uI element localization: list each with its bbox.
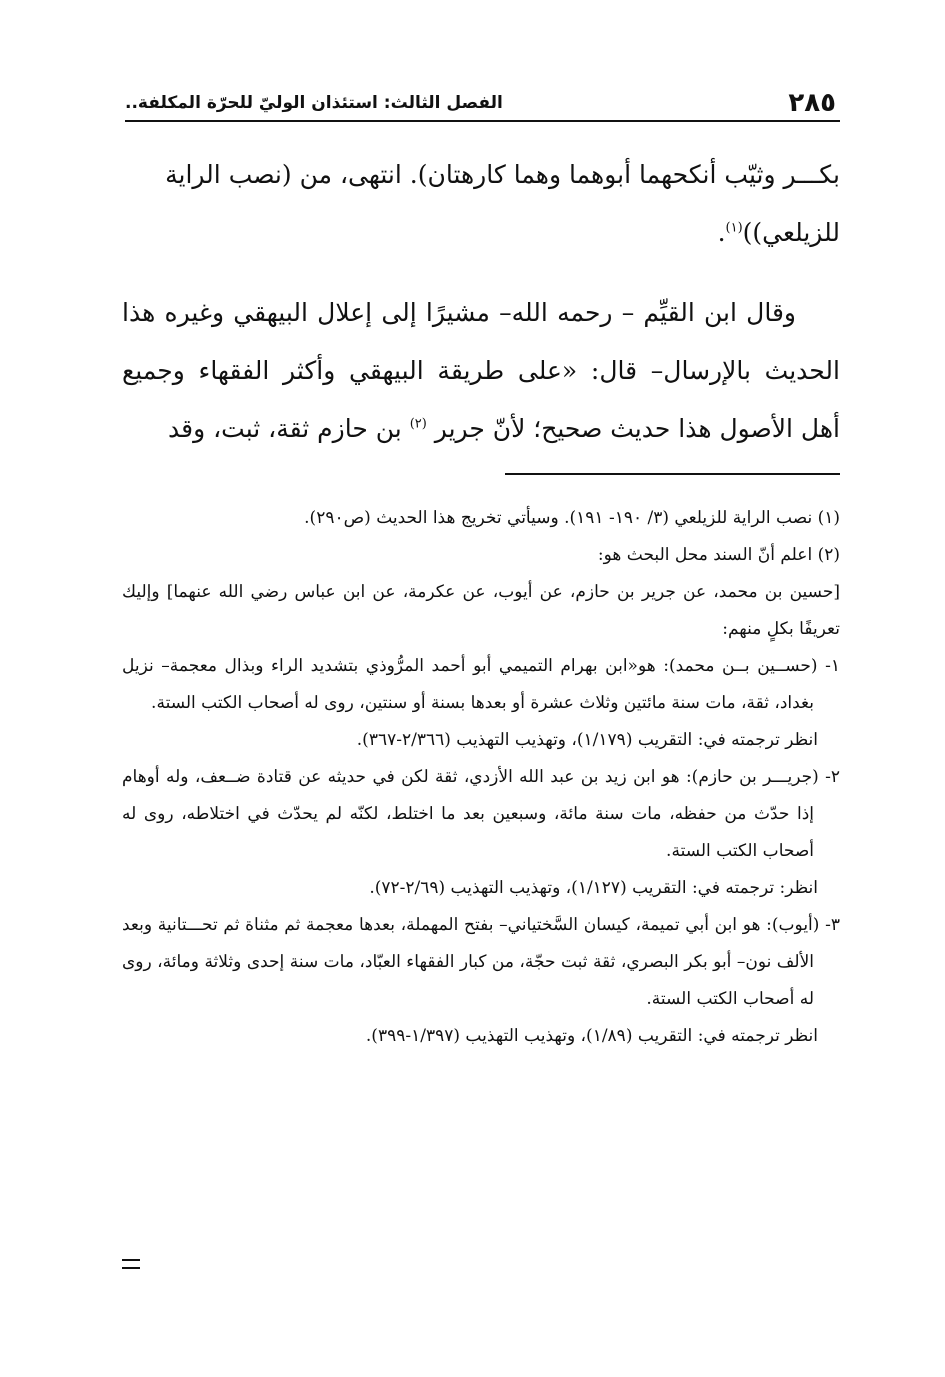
continuation-mark (122, 1259, 140, 1269)
paragraph-1 (122, 146, 840, 262)
footnote-2-intro: (٢) اعلم أنّ السند محل البحث هو: (597, 545, 840, 565)
paragraph-1-end: . (717, 218, 726, 247)
footnote-ref-1[interactable]: (١) (725, 220, 743, 236)
footnote-1: (١) نصب الراية للزيلعي (٣/ ١٩٠- ١٩١). وسيأتي تخريج هذا الحديث (ص٢٩٠). (304, 508, 840, 528)
main-text (122, 146, 840, 458)
footnote-ref-2[interactable]: (٢) (409, 416, 427, 432)
paragraph-2 (122, 284, 840, 458)
narrator-1: ١- (حســين بــن محمد): هو«ابن بهرام التميمي أبو أحمد المرُّوذي بتشديد الراء وبذال معجمة– نزيل بغداد، ثقة، مات سنة مائتين وثلاث عشرة أو بعدها بسنة أو سنتين، روى له أصحاب الكتب الستة. (122, 656, 840, 713)
narrator-3-reference: انظر ترجمته في: التقريب (١/٨٩)، وتهذيب التهذيب (١/٣٩٧-٣٩٩). (365, 1026, 818, 1046)
narrator-2: ٢- (جريـــر بن حازم): هو ابن زيد بن عبد الله الأزدي، ثقة لكن في حديثه عن قتادة ضــعف، وله أوهام إذا حدّث من حفظه، مات سنة مائة، وسبعين بعد ما اختلط، لكنّه لم يحدّث في اختلاطه، روى له أصحاب الكتب الستة. (122, 767, 840, 861)
narrator-2-reference: انظر: ترجمته في: التقريب (١/١٢٧)، وتهذيب التهذيب (٢/٦٩-٧٢). (369, 878, 818, 898)
footnote-separator (505, 473, 840, 475)
page-number: ٢٨٥ (788, 88, 836, 118)
chapter-title: الفصل الثالث: استئذان الوليّ للحرّة المكلفة.. (125, 93, 503, 113)
paragraph-1-line-2: للزيلعي)) (742, 218, 840, 247)
footnotes (122, 500, 840, 1055)
running-header (125, 86, 840, 122)
paragraph-1-line-1: بكـــر وثيّب أنكحهما أبوهما وهما كارهتان). انتهى، من (نصب الراية (165, 160, 840, 189)
footnote-2-chain: [حسين بن محمد، عن جرير بن حازم، عن أيوب، عن عكرمة، عن ابن عباس رضي الله عنهما] وإليك تعريفًا بكلٍ منهم: (122, 582, 840, 639)
paragraph-2-text: وقال ابن القيِّم – رحمه الله– مشيرًا إلى إعلال البيهقي وغيره هذا الحديث بالإرسال– قال: «على طريقة البيهقي وأكثر الفقهاء وجميع أهل الأصول هذا حديث صحيح؛ لأنّ جرير (122, 298, 840, 443)
paragraph-2-end: بن حازم ثقة، ثبت، وقد (168, 414, 402, 443)
narrator-3: ٣- (أيوب): هو ابن أبي تميمة، كيسان السَّختياني– بفتح المهملة، بعدها معجمة ثم مثناة ثم تحـــتانية وبعد الألف نون– أبو بكر البصري، ثقة ثبت حجّة، من كبار الفقهاء العبّاد، مات سنة إحدى وثلاثة ومائة، روى له أصحاب الكتب الستة. (122, 915, 840, 1009)
narrator-1-reference: انظر ترجمته في: التقريب (١/١٧٩)، وتهذيب التهذيب (٢/٣٦٦-٣٦٧). (356, 730, 818, 750)
